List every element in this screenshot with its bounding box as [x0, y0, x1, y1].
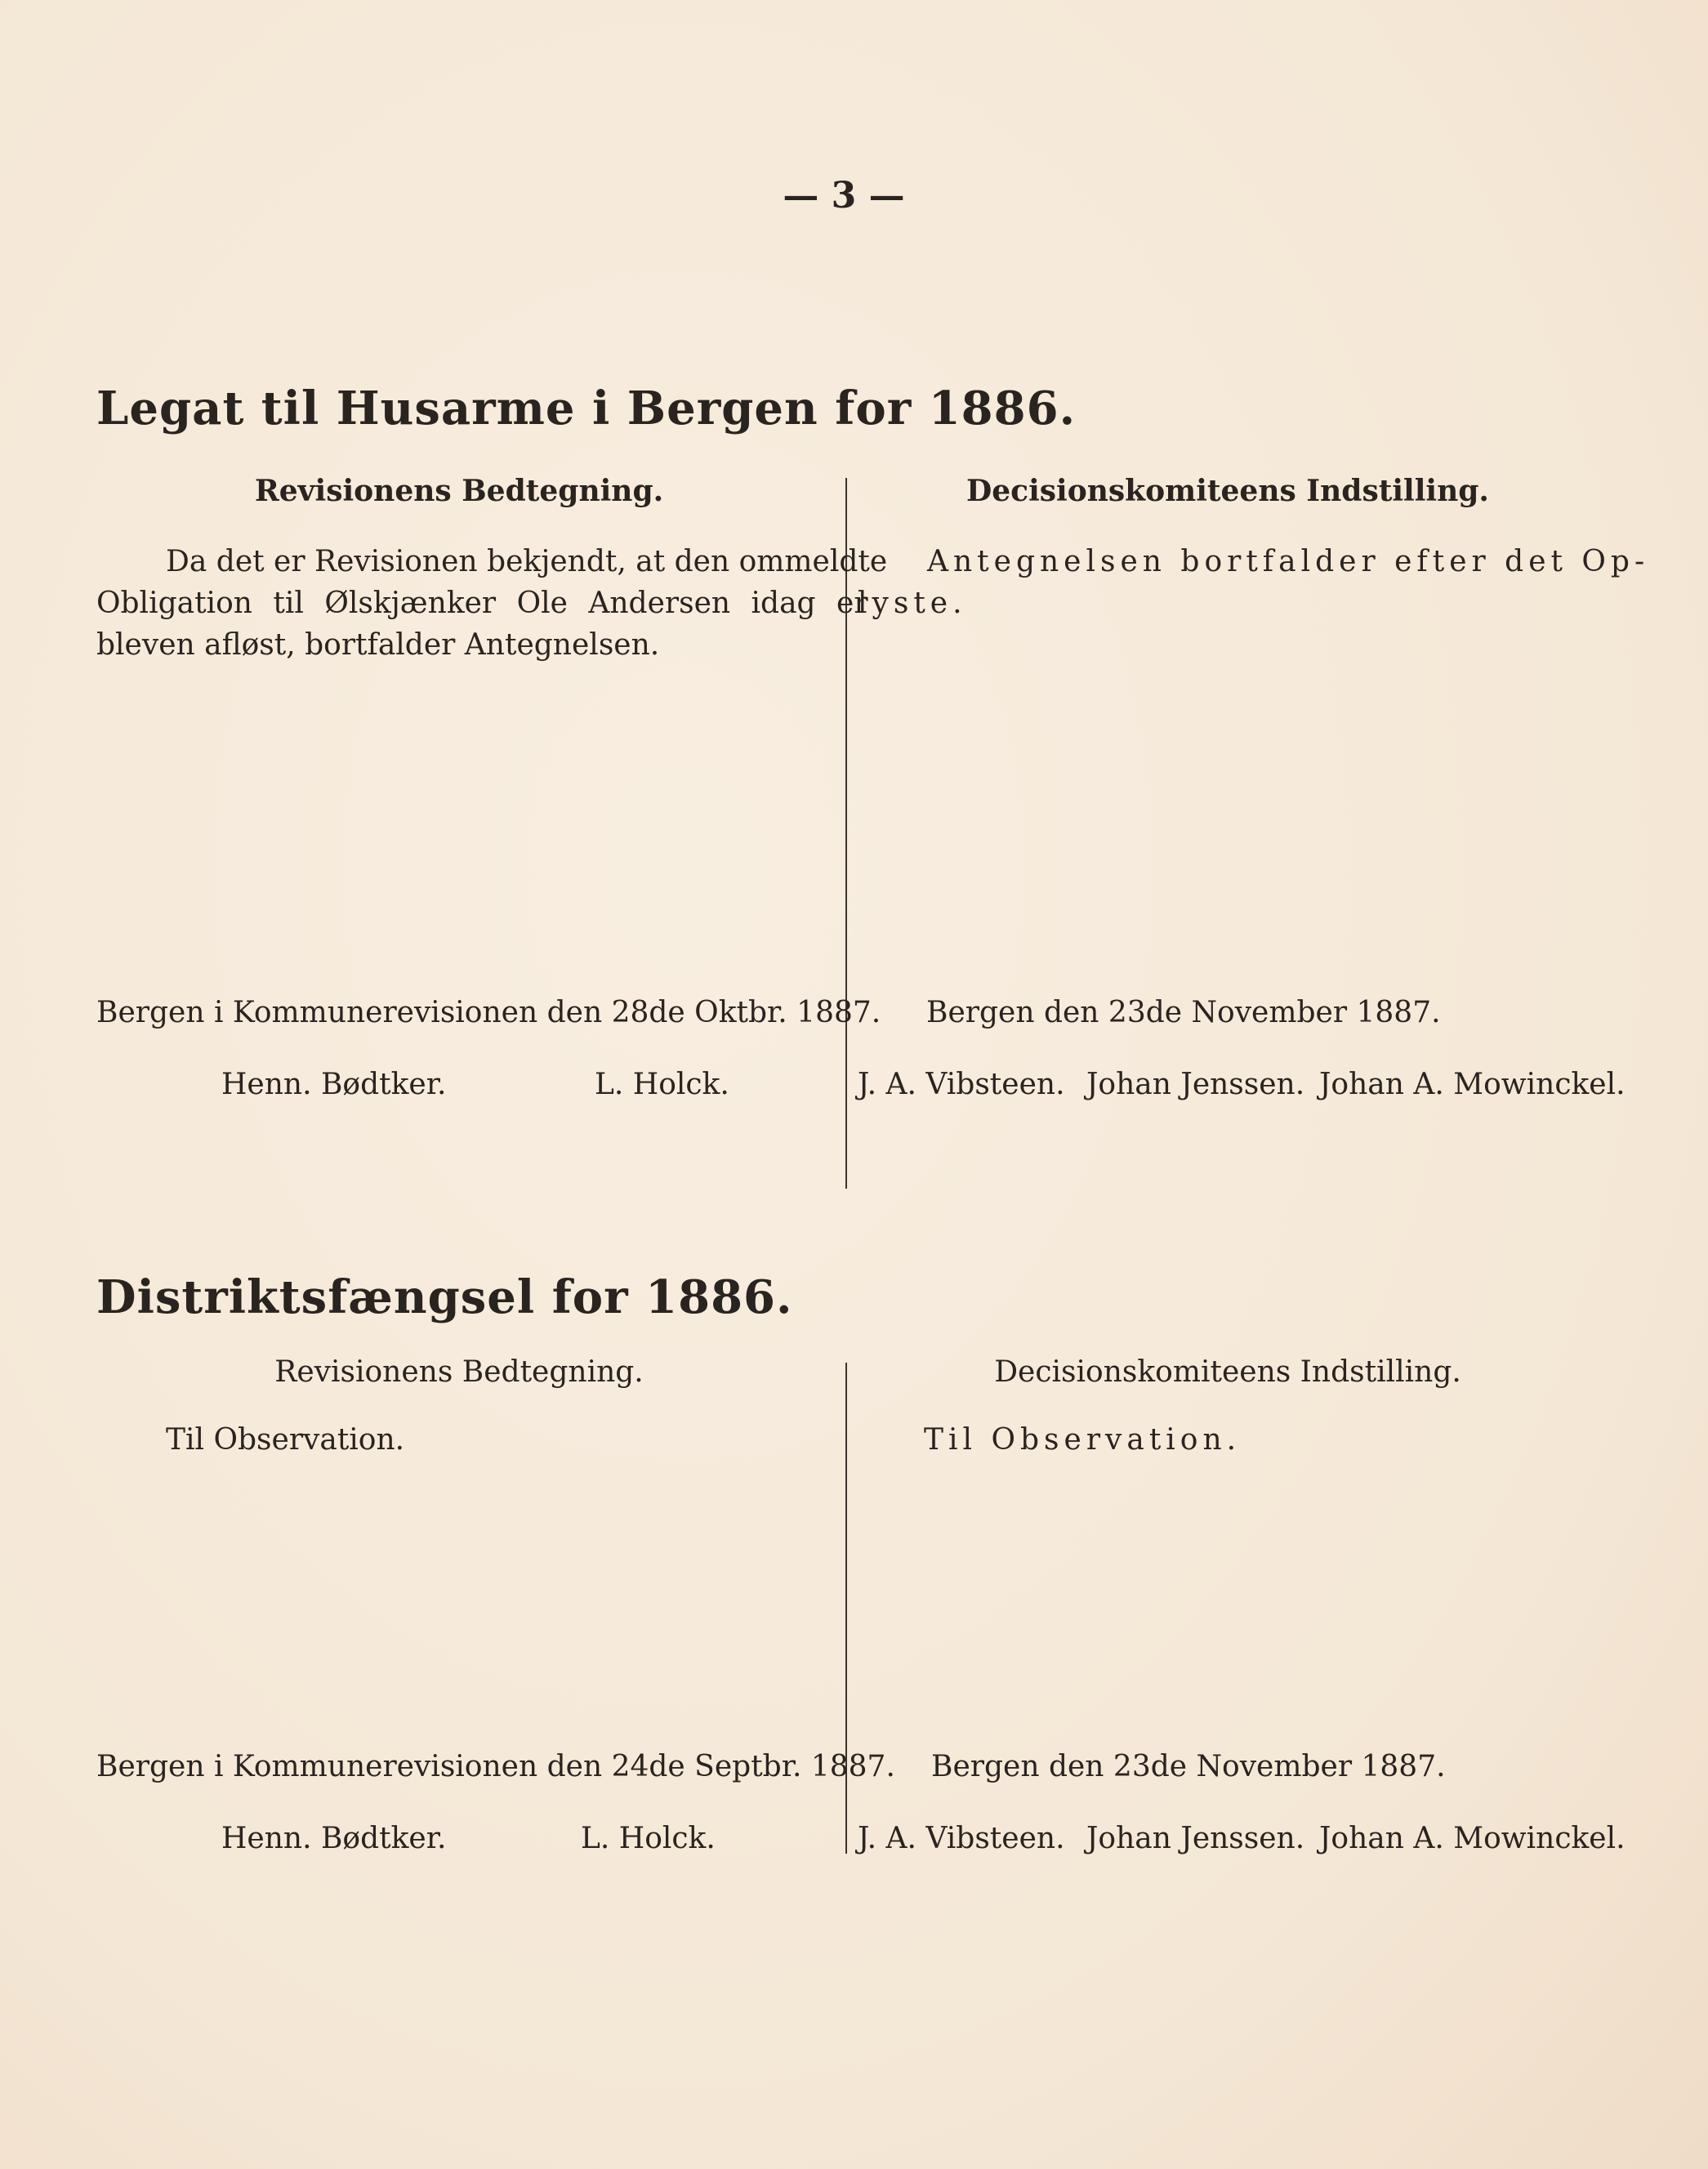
- column-divider: [845, 478, 847, 1189]
- signature: J. A. Vibsteen.: [858, 1068, 1065, 1101]
- left-heading: Revisionens Bedtegning.: [274, 1355, 644, 1389]
- signature: J. A. Vibsteen.: [858, 1822, 1065, 1855]
- right-place-date: Bergen den 23de November 1887.: [926, 996, 1441, 1029]
- right-body-line: Antegnelsen bortfalder efter det Op-: [927, 545, 1650, 578]
- right-place-date: Bergen den 23de November 1887.: [931, 1750, 1446, 1783]
- right-heading: Decisionskomiteens Indstilling.: [994, 1355, 1461, 1389]
- left-body-line: Til Observation.: [166, 1423, 405, 1457]
- right-body-line: lyste.: [858, 587, 967, 620]
- left-body-line: Obligation til Ølskjænker Ole Andersen idag er: [96, 587, 868, 620]
- left-place-date: Bergen i Kommunerevisionen den 28de Oktbr. 1887.: [96, 996, 881, 1029]
- page-number: — 3 —: [783, 175, 905, 216]
- section-title: Legat til Husarme i Bergen for 1886.: [96, 382, 1077, 435]
- right-body-line: Til Observation.: [924, 1423, 1242, 1457]
- left-place-date: Bergen i Kommunerevisionen den 24de Septbr. 1887.: [96, 1750, 895, 1783]
- signature: Johan Jenssen.: [1086, 1068, 1305, 1101]
- left-body-line: bleven afløst, bortfalder Antegnelsen.: [96, 628, 660, 662]
- signature: Johan A. Mowinckel.: [1319, 1068, 1625, 1101]
- signature: Henn. Bødtker.: [221, 1822, 447, 1855]
- left-heading: Revisionens Bedtegning.: [254, 474, 664, 508]
- signature: Johan A. Mowinckel.: [1319, 1822, 1625, 1855]
- signature: L. Holck.: [595, 1068, 729, 1101]
- signature: L. Holck.: [581, 1822, 716, 1855]
- left-body-line: Da det er Revisionen bekjendt, at den ommeldte: [166, 545, 888, 578]
- right-heading: Decisionskomiteens Indstilling.: [966, 474, 1489, 508]
- section-title: Distriktsfængsel for 1886.: [96, 1270, 793, 1324]
- signature: Johan Jenssen.: [1086, 1822, 1305, 1855]
- signature: Henn. Bødtker.: [221, 1068, 447, 1101]
